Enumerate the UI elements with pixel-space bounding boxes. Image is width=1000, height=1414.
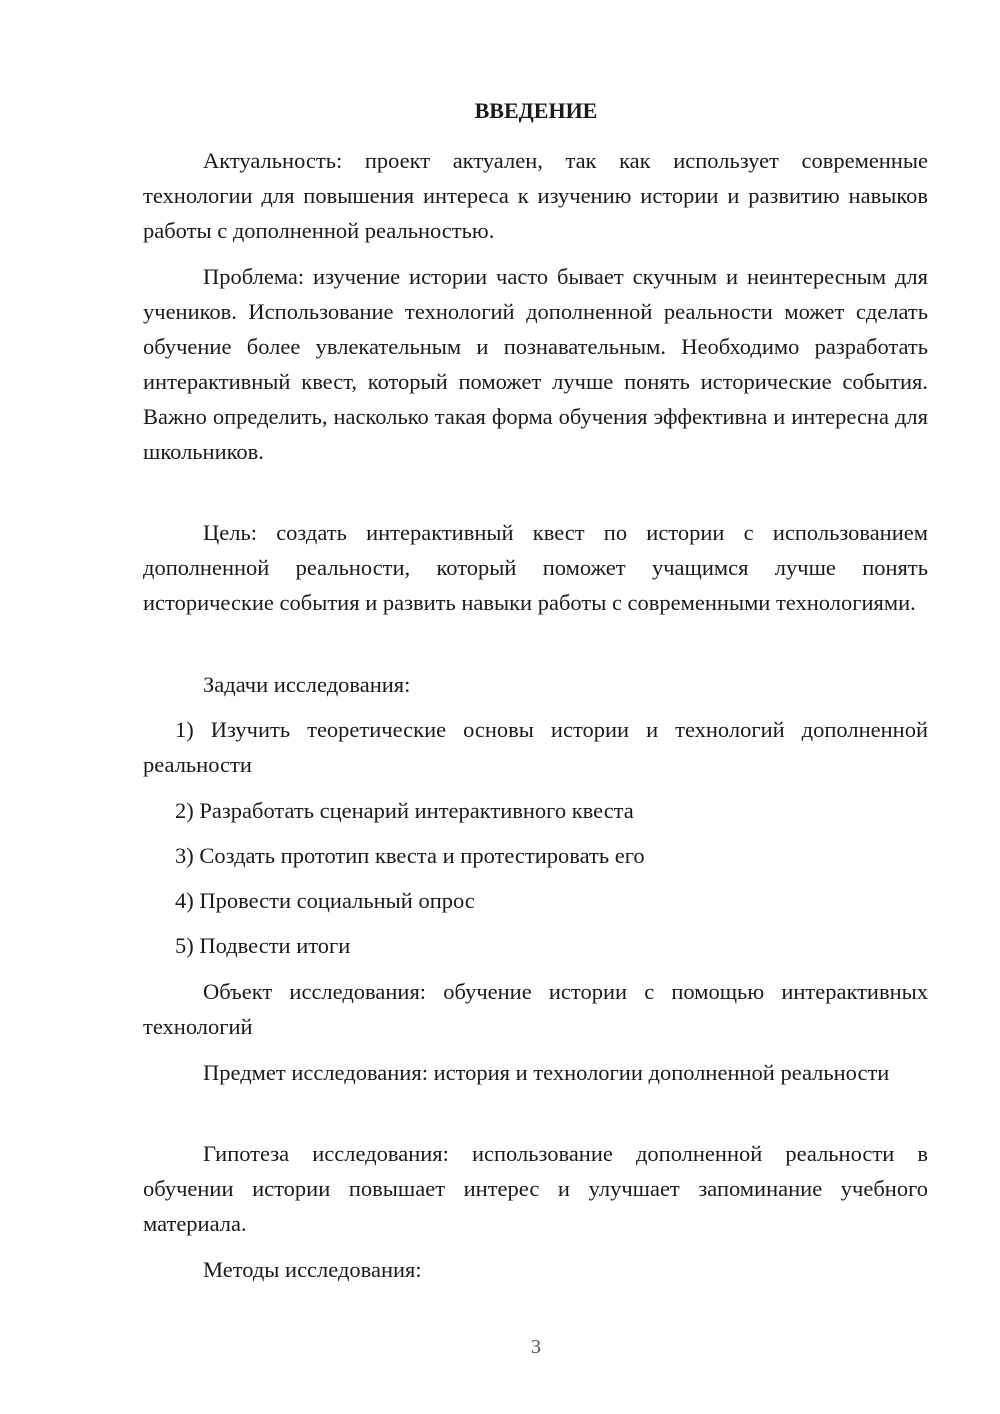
task-item-5: 5) Подвести итоги <box>175 933 351 958</box>
subject-paragraph: Предмет исследования: история и технологии дополненной реальности <box>203 1060 890 1085</box>
section-heading: ВВЕДЕНИЕ <box>474 98 598 123</box>
methods-title: Методы исследования: <box>203 1257 422 1282</box>
relevance-paragraph: Актуальность: проект актуален, так как использует современные технологии для повышения интереса к изучению истории и развитию навыков работы с дополненной реальностью. <box>143 148 928 243</box>
hypothesis-paragraph: Гипотеза исследования: использование дополненной реальности в обучении истории повышает интерес и улучшает запоминание учебного материала. <box>143 1141 928 1236</box>
goal-paragraph: Цель: создать интерактивный квест по истории с использованием дополненной реальности, который поможет учащимся лучше понять исторические события и развить навыки работы с современными технологиями. <box>143 520 928 615</box>
task-item-3: 3) Создать прототип квеста и протестировать его <box>175 843 645 868</box>
task-item-1: 1) Изучить теоретические основы истории и технологий дополненной реальности <box>143 717 928 777</box>
page-number: 3 <box>531 1336 541 1358</box>
task-item-4: 4) Провести социальный опрос <box>175 888 475 913</box>
task-item-2: 2) Разработать сценарий интерактивного квеста <box>175 798 634 823</box>
tasks-title: Задачи исследования: <box>203 672 411 697</box>
problem-paragraph: Проблема: изучение истории часто бывает скучным и неинтересным для учеников. Использование технологий дополненной реальности может сделать обучение более увлекательным и познавательным. Необходимо разработать интерактивный квест, который поможет лучше понять исторические события. Важно определить, насколько такая форма обучения эффективна и интересна для школьников. <box>143 264 928 464</box>
object-paragraph: Объект исследования: обучение истории с помощью интерактивных технологий <box>143 979 928 1039</box>
